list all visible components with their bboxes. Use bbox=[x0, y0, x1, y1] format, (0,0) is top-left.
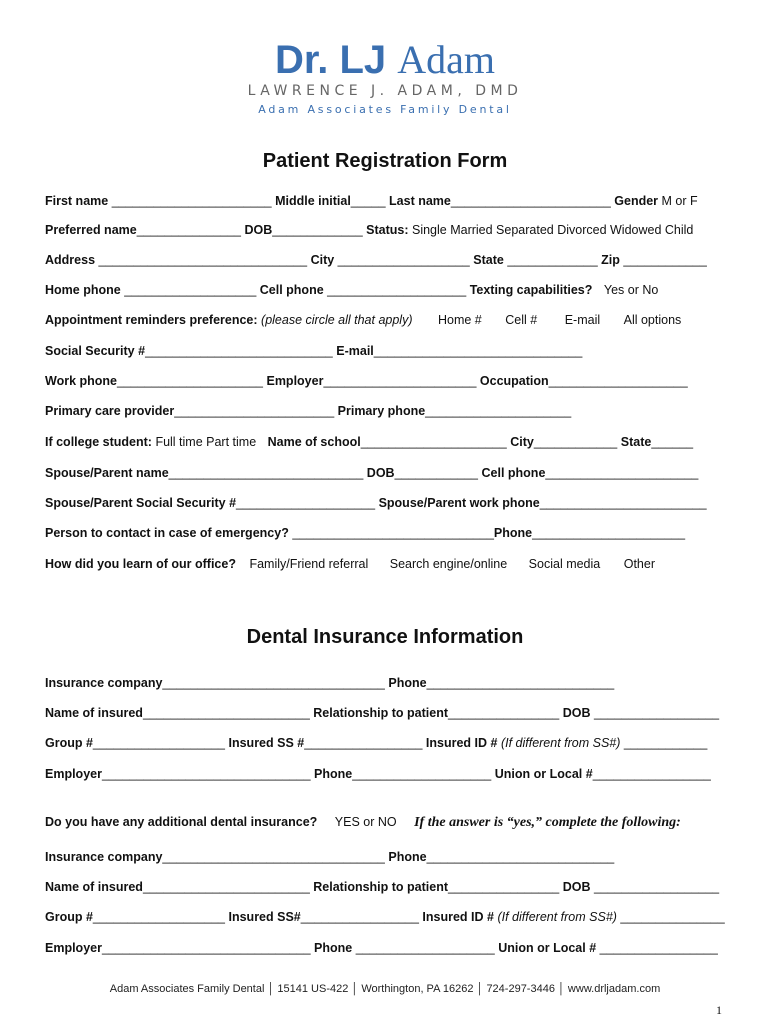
row-additional-question bbox=[45, 814, 681, 831]
cell-phone-label: Cell phone bbox=[259, 283, 324, 297]
work-phone-label: Work phone bbox=[45, 374, 117, 388]
row-emergency bbox=[45, 525, 685, 541]
insured-name-field[interactable]: ________________________ bbox=[142, 706, 310, 720]
ins2-company-label: Insurance company bbox=[45, 850, 163, 864]
last-name-field[interactable]: _______________________ bbox=[450, 194, 611, 208]
logo-dr: Dr. LJ bbox=[274, 38, 387, 82]
row-ins2-company bbox=[45, 849, 614, 865]
insured-dob-field[interactable]: __________________ bbox=[594, 706, 720, 720]
ins2-union-field[interactable]: _________________ bbox=[599, 941, 718, 955]
spouse-name-label: Spouse/Parent name bbox=[45, 466, 169, 480]
insured-ss-field[interactable]: _________________ bbox=[304, 736, 423, 750]
ins2-dob-label: DOB bbox=[562, 880, 591, 894]
emergency-phone-field[interactable]: ______________________ bbox=[532, 526, 686, 540]
ins-company-field[interactable]: ________________________________ bbox=[162, 676, 385, 690]
additional-insurance-options[interactable]: YES or NO bbox=[334, 815, 397, 829]
gender-label: Gender bbox=[614, 194, 659, 208]
union-label: Union or Local # bbox=[494, 767, 593, 781]
reminders-hint: (please circle all that apply) bbox=[261, 313, 413, 327]
row-ins2-employer bbox=[45, 940, 718, 956]
referral-label: How did you learn of our office? bbox=[45, 557, 236, 571]
ssn-label: Social Security # bbox=[45, 344, 146, 358]
city-field[interactable]: ___________________ bbox=[337, 253, 470, 267]
school-state-field[interactable]: ______ bbox=[651, 435, 694, 449]
ins2-id-hint: (If different from SS#) bbox=[497, 910, 617, 924]
spouse-work-label: Spouse/Parent work phone bbox=[378, 496, 540, 510]
relationship-label: Relationship to patient bbox=[313, 706, 449, 720]
school-label: Name of school bbox=[267, 435, 361, 449]
spouse-dob-label: DOB bbox=[366, 466, 395, 480]
occupation-label: Occupation bbox=[479, 374, 549, 388]
reminder-option-email[interactable]: E-mail bbox=[564, 313, 601, 327]
ins2-id-label: Insured ID # bbox=[422, 910, 494, 924]
city-label: City bbox=[310, 253, 335, 267]
emergency-field[interactable]: _____________________________ bbox=[292, 526, 494, 540]
ins-employer-field[interactable]: ______________________________ bbox=[101, 767, 311, 781]
ins2-ss-label: Insured SS# bbox=[228, 910, 301, 924]
practice-logo bbox=[0, 36, 770, 83]
ins-employer-phone-label: Phone bbox=[314, 767, 353, 781]
spouse-cell-field[interactable]: ______________________ bbox=[545, 466, 699, 480]
logo-adam: Adam bbox=[397, 37, 496, 82]
union-field[interactable]: _________________ bbox=[592, 767, 711, 781]
row-ins-insured bbox=[45, 705, 719, 721]
ins2-id-field[interactable]: _______________ bbox=[620, 910, 725, 924]
ins-company-label: Insurance company bbox=[45, 676, 163, 690]
status-options[interactable]: Single Married Separated Divorced Widowed Child bbox=[411, 223, 694, 237]
reminder-option-all[interactable]: All options bbox=[623, 313, 682, 327]
school-state-label: State bbox=[620, 435, 652, 449]
zip-label: Zip bbox=[601, 253, 620, 267]
middle-initial-field[interactable]: _____ bbox=[350, 194, 386, 208]
ins-phone-label: Phone bbox=[388, 676, 427, 690]
middle-initial-label: Middle initial bbox=[275, 194, 351, 208]
ins2-company-field[interactable]: ________________________________ bbox=[162, 850, 385, 864]
pcp-field[interactable]: _______________________ bbox=[174, 404, 335, 418]
ins2-phone-field[interactable]: ___________________________ bbox=[426, 850, 615, 864]
emergency-label: Person to contact in case of emergency? bbox=[45, 526, 289, 540]
referral-option-other[interactable]: Other bbox=[623, 557, 655, 571]
email-field[interactable]: ______________________________ bbox=[373, 344, 583, 358]
ins-employer-phone-field[interactable]: ____________________ bbox=[352, 767, 492, 781]
insured-name-label: Name of insured bbox=[45, 706, 143, 720]
primary-phone-label: Primary phone bbox=[337, 404, 426, 418]
ins2-group-field[interactable]: ___________________ bbox=[92, 910, 226, 924]
email-label: E-mail bbox=[336, 344, 374, 358]
spouse-dob-field[interactable]: ____________ bbox=[394, 466, 479, 480]
row-spouse-ss bbox=[45, 495, 707, 511]
dob-field[interactable]: _____________ bbox=[272, 223, 363, 237]
insured-id-field[interactable]: ____________ bbox=[623, 736, 708, 750]
row-reminders bbox=[45, 312, 681, 328]
last-name-label: Last name bbox=[389, 194, 451, 208]
ins-employer-label: Employer bbox=[45, 767, 102, 781]
group-label: Group # bbox=[45, 736, 93, 750]
row-ins2-insured bbox=[45, 879, 719, 895]
first-name-label: First name bbox=[45, 194, 109, 208]
ins2-group-label: Group # bbox=[45, 910, 93, 924]
dob-label: DOB bbox=[244, 223, 273, 237]
additional-insurance-label: Do you have any additional dental insurance? bbox=[45, 815, 318, 829]
row-phones bbox=[45, 282, 658, 298]
insured-id-label: Insured ID # bbox=[425, 736, 498, 750]
row-ins2-group bbox=[45, 909, 725, 925]
row-name bbox=[45, 193, 698, 209]
row-referral bbox=[45, 556, 655, 572]
ins2-employer-phone-field[interactable]: ____________________ bbox=[355, 941, 495, 955]
group-field[interactable]: ___________________ bbox=[92, 736, 226, 750]
state-field[interactable]: _____________ bbox=[507, 253, 598, 267]
primary-phone-field[interactable]: _____________________ bbox=[425, 404, 572, 418]
row-ins-employer bbox=[45, 766, 711, 782]
row-ins-group bbox=[45, 735, 707, 751]
spouse-cell-label: Cell phone bbox=[481, 466, 546, 480]
ins2-employer-field[interactable]: ______________________________ bbox=[101, 941, 311, 955]
ins2-insured-name-label: Name of insured bbox=[45, 880, 143, 894]
logo-full-name: LAWRENCE J. ADAM, DMD bbox=[247, 83, 523, 99]
reminder-option-cell[interactable]: Cell # bbox=[505, 313, 538, 327]
texting-options[interactable]: Yes or No bbox=[603, 283, 659, 297]
college-label: If college student: bbox=[45, 435, 152, 449]
work-phone-field[interactable]: _____________________ bbox=[117, 374, 263, 388]
first-name-field[interactable]: _______________________ bbox=[111, 194, 272, 208]
insured-id-hint: (If different from SS#) bbox=[500, 736, 621, 750]
school-city-field[interactable]: ____________ bbox=[533, 435, 618, 449]
insured-ss-label: Insured SS # bbox=[228, 736, 305, 750]
home-phone-label: Home phone bbox=[45, 283, 121, 297]
texting-label: Texting capabilities? bbox=[469, 283, 593, 297]
relationship-field[interactable]: ________________ bbox=[448, 706, 560, 720]
row-ssn bbox=[45, 343, 582, 359]
insured-dob-label: DOB bbox=[562, 706, 591, 720]
ins-phone-field[interactable]: ___________________________ bbox=[426, 676, 615, 690]
preferred-name-label: Preferred name bbox=[45, 223, 137, 237]
referral-option-search[interactable]: Search engine/online bbox=[389, 557, 508, 571]
row-spouse bbox=[45, 465, 698, 481]
preferred-name-field[interactable]: _______________ bbox=[136, 223, 241, 237]
school-city-label: City bbox=[510, 435, 534, 449]
occupation-field[interactable]: ____________________ bbox=[548, 374, 688, 388]
gender-options[interactable]: M or F bbox=[661, 194, 698, 208]
status-label: Status: bbox=[366, 223, 409, 237]
pcp-label: Primary care provider bbox=[45, 404, 175, 418]
referral-option-family[interactable]: Family/Friend referral bbox=[249, 557, 369, 571]
row-address bbox=[45, 252, 707, 268]
insurance-title: Dental Insurance Information bbox=[246, 626, 524, 648]
address-field[interactable]: ______________________________ bbox=[98, 253, 308, 267]
registration-title: Patient Registration Form bbox=[262, 150, 508, 172]
ins2-ss-field[interactable]: _________________ bbox=[300, 910, 419, 924]
employer-label: Employer bbox=[266, 374, 324, 388]
emergency-phone-label: Phone bbox=[493, 526, 533, 540]
cell-phone-field[interactable]: ____________________ bbox=[327, 283, 467, 297]
spouse-ss-field[interactable]: ____________________ bbox=[236, 496, 376, 510]
ins2-insured-name-field[interactable]: ________________________ bbox=[142, 880, 310, 894]
ins2-phone-label: Phone bbox=[388, 850, 427, 864]
row-pcp bbox=[45, 403, 571, 419]
state-label: State bbox=[473, 253, 504, 267]
reminder-option-home[interactable]: Home # bbox=[437, 313, 482, 327]
row-work bbox=[45, 373, 688, 389]
college-options[interactable]: Full time Part time bbox=[155, 435, 257, 449]
ins2-union-label: Union or Local # bbox=[498, 941, 597, 955]
spouse-name-field[interactable]: ____________________________ bbox=[168, 466, 364, 480]
row-college bbox=[45, 434, 693, 450]
page-footer: Adam Associates Family Dental │ 15141 US-422 │ Worthington, PA 16262 │ 724-297-3446 │ www.drljadam.com bbox=[109, 983, 661, 995]
ssn-field[interactable]: ___________________________ bbox=[145, 344, 333, 358]
ins2-employer-phone-label: Phone bbox=[314, 941, 353, 955]
additional-insurance-note: If the answer is “yes,” complete the following: bbox=[414, 815, 681, 830]
row-preferred bbox=[45, 222, 693, 238]
employer-field[interactable]: ______________________ bbox=[323, 374, 477, 388]
school-field[interactable]: _____________________ bbox=[360, 435, 507, 449]
ins2-employer-label: Employer bbox=[45, 941, 102, 955]
ins2-dob-field[interactable]: __________________ bbox=[594, 880, 720, 894]
reminders-label: Appointment reminders preference: bbox=[45, 313, 258, 327]
address-label: Address bbox=[45, 253, 96, 267]
ins2-relationship-label: Relationship to patient bbox=[313, 880, 449, 894]
zip-field[interactable]: ____________ bbox=[623, 253, 707, 267]
ins2-relationship-field[interactable]: ________________ bbox=[448, 880, 560, 894]
spouse-work-field[interactable]: ________________________ bbox=[539, 496, 707, 510]
row-ins-company bbox=[45, 675, 614, 691]
home-phone-field[interactable]: ___________________ bbox=[124, 283, 257, 297]
referral-option-social[interactable]: Social media bbox=[528, 557, 601, 571]
spouse-ss-label: Spouse/Parent Social Security # bbox=[45, 496, 237, 510]
page-number: 1 bbox=[716, 1003, 722, 1017]
logo-practice-name: Adam Associates Family Dental bbox=[258, 103, 512, 116]
